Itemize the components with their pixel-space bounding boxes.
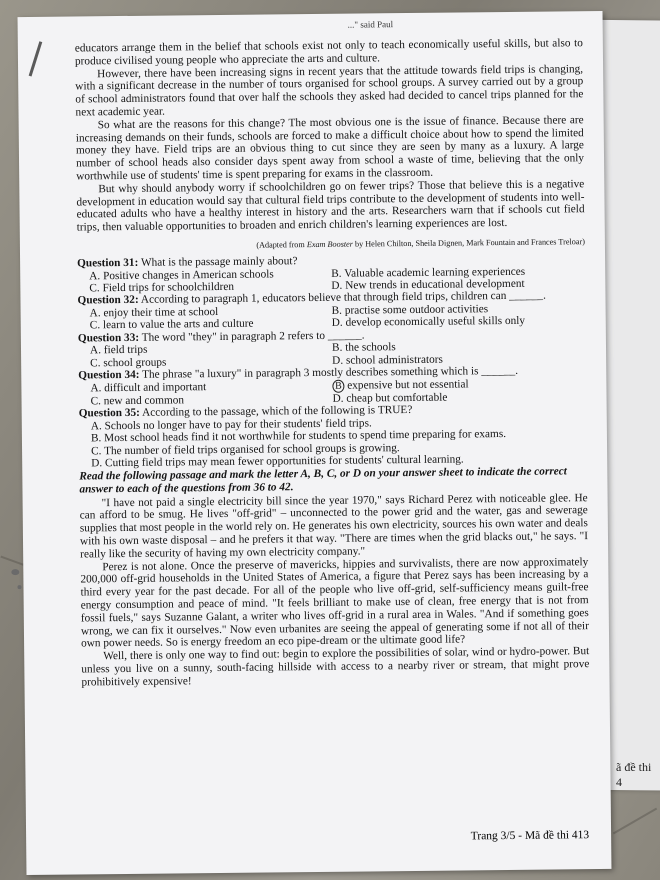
page-footer: Trang 3/5 - Mã đề thi 413 bbox=[470, 829, 590, 843]
option-d: D. Cutting field trips may mean fewer opportunities for students' cultural learning. bbox=[91, 453, 464, 470]
passage-paragraph-2: However, there have been increasing signs in recent years that the attitude towards field trips is changing, with a significant decrease in the number of tours organised for school groups. A survey carried out by a group of school administrators found that over half the schools they asked had decided to cancel trips planned for the next academic year. bbox=[75, 62, 584, 119]
page-header-fragment: ..." said Paul bbox=[347, 19, 394, 30]
question-number: Question 32: bbox=[77, 294, 139, 307]
passage-paragraph-4: But why should anybody worry if schoolchildren go on fewer trips? Those that believe this is a negative development in education would say that cultural field trips contribute to the development of students into well-educated adults who have a healthy interest in history and the arts. Researchers warn that if schools cut field trips, then valuable opportunities to broaden and enrich children's learning experiences are lost. bbox=[76, 177, 585, 234]
source-suffix: by Helen Chilton, Sheila Dignen, Mark Fountain and Frances Treloar) bbox=[354, 237, 585, 249]
pen-mark bbox=[29, 41, 43, 76]
option-a: A. field trips bbox=[89, 344, 148, 357]
ink-dot bbox=[17, 585, 21, 589]
option-d: D. develop economically useful skills only bbox=[331, 315, 526, 330]
option-b-text: expensive but not essential bbox=[347, 378, 469, 392]
option-b: B. the schools bbox=[331, 341, 396, 355]
question-number: Question 34: bbox=[78, 369, 140, 382]
option-c: C. learn to value the arts and culture bbox=[89, 317, 254, 332]
passage2-paragraph-2: Perez is not alone. Once the preserve of mavericks, hippies and survivalists, there are now approximately 200,000 off-grid households in the United States of America, a figure that Perez says has been increasing by a third every year for the past decade. For all of the people who live off-grid, self-sufficiency means guilt-free energy consumption and peace of mind. "It feels brilliant to make use of clean, free energy that is not from fossil fuels," says Suzanne Galant, a writer who lives off-grid in a rural area in Wales. "And if something goes wrong, we can fix it ourselves." Now even urbanites are seeing the appeal of generating some if not all of their own power needs. So is energy freedom an eco pipe-dream or the ultimate good life? bbox=[80, 555, 589, 650]
question-35-options bbox=[79, 415, 587, 470]
option-a: A. Positive changes in American schools bbox=[89, 267, 274, 282]
option-a: A. Schools no longer have to pay for their students' field trips. bbox=[90, 417, 372, 433]
passage-paragraph-3: So what are the reasons for this change? The most obvious one is the issue of finance. Because there are increasing demands on their funds, schools are forced to make a difficult choice about how to spend the limited money they have. Field trips are an obvious thing to cut since they are seen by many as a luxury. A large number of school heads also consider days spent away from school a waste of time, believing that the only worthwhile use of students' time is spent preparing for exams in the classroom. bbox=[75, 113, 585, 183]
question-text: According to paragraph 1, educators believe that through field trips, children can ______. bbox=[140, 289, 546, 307]
circled-answer-mark: B bbox=[332, 379, 344, 392]
option-b: B. practise some outdoor activities bbox=[331, 303, 489, 317]
source-book: Exam Booster bbox=[306, 239, 354, 250]
page-content bbox=[75, 37, 590, 689]
source-prefix: (Adapted from bbox=[256, 240, 305, 250]
option-c: C. Field trips for schoolchildren bbox=[89, 280, 235, 295]
question-text: According to the passage, which of the following is TRUE? bbox=[142, 404, 413, 419]
option-c: C. new and common bbox=[90, 394, 185, 408]
option-a: A. difficult and important bbox=[90, 380, 207, 395]
question-34-options bbox=[78, 377, 586, 408]
option-b: B. Valuable academic learning experiences bbox=[331, 265, 526, 280]
question-text: What is the passage mainly about? bbox=[140, 255, 298, 269]
question-text: The phrase "a luxury" in paragraph 3 mostly describes something which is ______. bbox=[142, 365, 519, 381]
question-text: The word "they" in paragraph 2 refers to ______. bbox=[141, 329, 365, 344]
option-d: D. cheap but comfortable bbox=[332, 391, 448, 405]
underlying-page-text: ã đề thi 4 bbox=[616, 760, 652, 789]
option-d: D. school administrators bbox=[332, 353, 443, 367]
question-32-options bbox=[78, 302, 586, 332]
question-number: Question 33: bbox=[77, 331, 140, 345]
question-number: Question 35: bbox=[78, 406, 140, 420]
question-number: Question 31: bbox=[77, 256, 139, 270]
ink-dot bbox=[11, 569, 19, 575]
option-c: C. The number of field trips organised for school groups is growing. bbox=[91, 441, 400, 457]
option-b: B. Most school heads find it not worthwhile for students to spend time preparing for exams. bbox=[90, 428, 507, 445]
passage-paragraph-1: educators arrange them in the belief that schools exist not only to teach economically useful skills, but also to produce civilised young people who appreciate the arts and culture. bbox=[74, 37, 583, 68]
section-instruction: Read the following passage and mark the letter A, B, C, or D on your answer sheet to indicate the correct answer to each of the questions from 36 to 42. bbox=[79, 465, 567, 496]
passage2-paragraph-1: "I have not paid a single electricity bill since the year 1970," says Richard Perez with noticeable glee. He can afford to be smug. He lives "off-grid" – unconnected to the power grid and the water, gas and sewerage supplies that most people in the world rely on. He generates his own electricity, sources his own water and deals with his own waste disposal – and he prefers it that way. "There are times when the grid blacks out," he says. "I really like the security of having my own electricity company." bbox=[79, 491, 589, 561]
option-d: D. New trends in educational development bbox=[331, 277, 525, 292]
source-citation bbox=[77, 237, 585, 251]
exam-page bbox=[18, 11, 612, 875]
option-c: C. school groups bbox=[90, 356, 167, 370]
option-a: A. enjoy their time at school bbox=[89, 305, 219, 320]
passage2-paragraph-3: Well, there is only one way to find out: begin to explore the possibilities of solar, wind or hydro-power. But unless you live on a sunny, south-facing hillside with access to a nearby river or stream, that might prove prohibitively expensive! bbox=[81, 645, 590, 689]
